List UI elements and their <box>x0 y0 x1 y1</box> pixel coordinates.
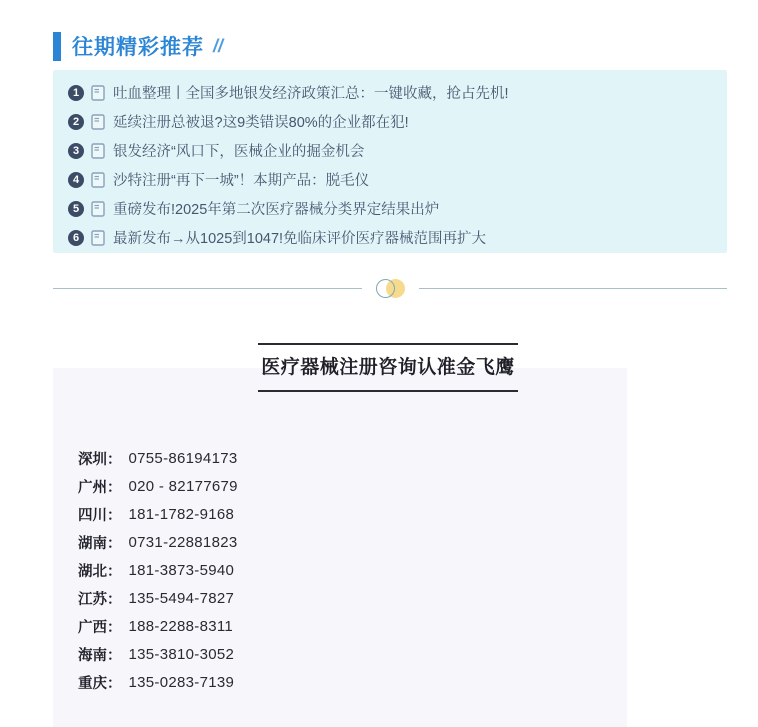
phone-row <box>78 640 238 668</box>
phone-number: 181-3873-5940 <box>128 561 235 579</box>
header-accent-bar <box>53 32 61 61</box>
ring-circle-icon <box>376 279 395 298</box>
article-doc-icon <box>91 114 105 130</box>
item-number-badge: 3 <box>68 143 84 159</box>
phone-number: 0755-86194173 <box>128 449 238 467</box>
article-link-text[interactable]: 重磅发布!2025年第二次医疗器械分类界定结果出炉 <box>113 202 440 218</box>
phone-row <box>78 528 238 556</box>
article-doc-icon <box>91 85 105 101</box>
phone-row <box>78 668 238 696</box>
phone-number: 181-1782-9168 <box>128 505 235 523</box>
item-number-badge: 5 <box>68 201 84 217</box>
phone-row <box>78 612 238 640</box>
article-link-row[interactable] <box>53 165 727 194</box>
city-label: 广州： <box>78 479 122 496</box>
phone-number: 135-0283-7139 <box>128 673 235 691</box>
contact-title: 医疗器械注册咨询认准金飞鹰 <box>261 357 515 378</box>
article-link-row[interactable] <box>53 194 727 223</box>
article-link-text[interactable]: 延续注册总被退?这9类错误80%的企业都在犯! <box>113 115 409 131</box>
item-number-badge: 6 <box>68 230 84 246</box>
phone-number: 020 - 82177679 <box>128 477 238 495</box>
article-doc-icon <box>91 143 105 159</box>
article-link-text[interactable]: 最新发布→从1025到1047!免临床评价医疗器械范围再扩大 <box>113 231 487 247</box>
past-highlights-header <box>53 31 223 61</box>
phone-row <box>78 444 238 472</box>
divider-line-left <box>53 288 362 289</box>
section-title: 往期精彩推荐 <box>72 36 204 59</box>
city-label: 江苏： <box>78 591 122 608</box>
phone-row <box>78 584 238 612</box>
contact-title-block <box>258 343 518 392</box>
article-link-text[interactable]: 沙特注册“再下一城”！本期产品：脱毛仪 <box>113 173 370 189</box>
divider-line-right <box>419 288 728 289</box>
article-doc-icon <box>91 230 105 246</box>
item-number-badge: 2 <box>68 114 84 130</box>
recommendations-box <box>53 70 727 253</box>
phone-row <box>78 500 238 528</box>
article-link-row[interactable] <box>53 136 727 165</box>
article-doc-icon <box>91 201 105 217</box>
phone-number: 0731-22881823 <box>128 533 238 551</box>
article-link-text[interactable]: 吐血整理丨全国多地银发经济政策汇总：一键收藏，抢占先机! <box>113 86 509 102</box>
phone-number: 135-5494-7827 <box>128 589 235 607</box>
city-label: 四川： <box>78 507 122 524</box>
divider-circles-icon <box>376 279 405 298</box>
article-link-text[interactable]: 银发经济“风口下，医械企业的掘金机会 <box>113 144 365 160</box>
article-link-row[interactable] <box>53 107 727 136</box>
article-link-row[interactable] <box>53 78 727 107</box>
article-doc-icon <box>91 172 105 188</box>
phone-row <box>78 556 238 584</box>
title-rule-top <box>258 343 518 345</box>
section-divider <box>53 279 727 298</box>
phone-number: 135-3810-3052 <box>128 645 235 663</box>
item-number-badge: 1 <box>68 85 84 101</box>
city-label: 湖北： <box>78 563 122 580</box>
city-label: 深圳： <box>78 451 122 468</box>
article-link-row[interactable] <box>53 223 727 252</box>
city-label: 广西： <box>78 619 122 636</box>
title-rule-bottom <box>258 390 518 392</box>
city-label: 重庆： <box>78 675 122 692</box>
phone-row <box>78 472 238 500</box>
city-label: 湖南： <box>78 535 122 552</box>
header-slashes-decoration: // <box>213 35 224 56</box>
phone-number: 188-2288-8311 <box>128 617 234 635</box>
phone-list <box>78 444 238 696</box>
city-label: 海南： <box>78 647 122 664</box>
item-number-badge: 4 <box>68 172 84 188</box>
